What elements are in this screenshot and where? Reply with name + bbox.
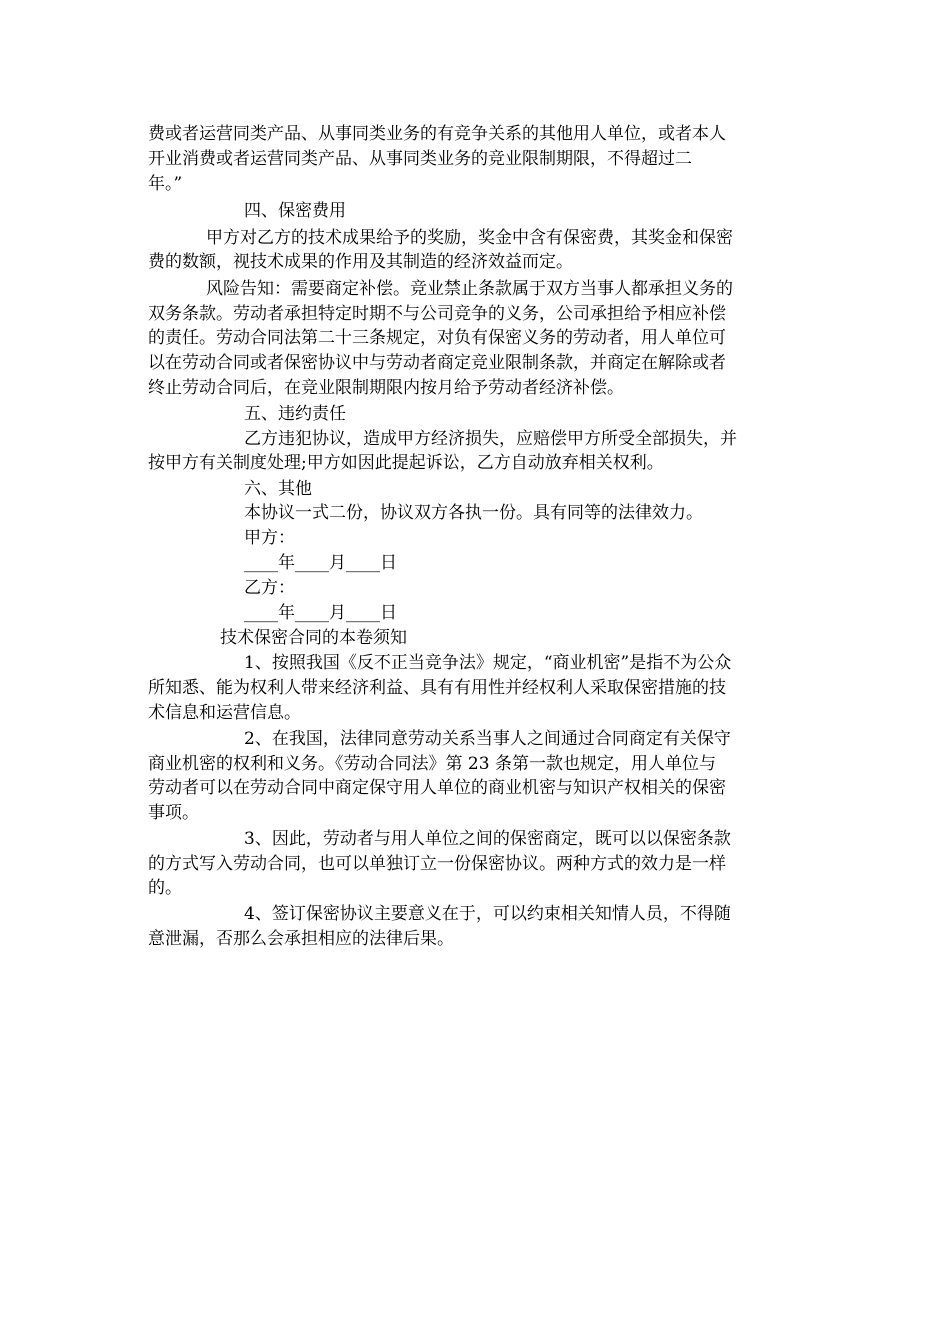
- party-b-date-blank: ____年____月____日: [244, 603, 397, 623]
- risk-notice-line: 风险告知：需要商定补偿。竞业禁止条款属于双方当事人都承担义务的: [206, 279, 733, 299]
- body-text-line: 年。”: [148, 174, 183, 194]
- body-text-line: 终止劳动合同后，在竞业限制期限内按月给予劳动者经济补偿。: [148, 378, 624, 398]
- body-text-line: 按甲方有关制度处理;甲方如因此提起诉讼，乙方自动放弃相关权利。: [148, 453, 664, 473]
- body-text-line: 意泄漏，否那么会承担相应的法律后果。: [148, 929, 454, 949]
- body-text-line: 的方式写入劳动合同，也可以单独订立一份保密协议。两种方式的效力是一样: [148, 854, 726, 874]
- body-text-line: 本协议一式二份，协议双方各执一份。具有同等的法律效力。: [244, 503, 703, 523]
- body-text-line: 的。: [148, 878, 182, 898]
- notice-item-1-line: 1、按照我国《反不正当竞争法》规定，“商业机密”是指不为公众: [244, 653, 732, 673]
- notice-title: 技术保密合同的本卷须知: [220, 628, 407, 648]
- body-text-line: 乙方违犯协议，造成甲方经济损失，应赔偿甲方所受全部损失，并: [244, 429, 737, 449]
- party-a-date-blank: ____年____月____日: [244, 553, 397, 573]
- body-text-line: 费的数额，视技术成果的作用及其制造的经济效益而定。: [148, 252, 573, 272]
- body-text-line: 开业消费或者运营同类产品、从事同类业务的竞业限制期限，不得超过二: [148, 149, 692, 169]
- section-heading-liability: 五、违约责任: [244, 404, 346, 424]
- body-text-line: 以在劳动合同或者保密协议中与劳动者商定竞业限制条款，并商定在解除或者: [148, 353, 726, 373]
- notice-item-3-line: 3、因此，劳动者与用人单位之间的保密商定，既可以以保密条款: [244, 829, 731, 849]
- body-text-line: 事项。: [148, 803, 199, 823]
- body-text-line: 甲方对乙方的技术成果给予的奖励，奖金中含有保密费，其奖金和保密: [206, 228, 733, 248]
- body-text-line: 术信息和运营信息。: [148, 703, 301, 723]
- section-heading-other: 六、其他: [244, 479, 312, 499]
- party-a-label: 甲方：: [244, 528, 295, 548]
- party-b-label: 乙方：: [244, 578, 295, 598]
- body-text-line: 所知悉、能为权利人带来经济利益、具有有用性并经权利人采取保密措施的技: [148, 678, 726, 698]
- body-text-line: 商业机密的权利和义务。《劳动合同法》第 23 条第一款也规定，用人单位与: [148, 754, 716, 774]
- body-text-line: 劳动者可以在劳动合同中商定保守用人单位的商业机密与知识产权相关的保密: [148, 778, 726, 798]
- section-heading-confidentiality-fee: 四、保密费用: [244, 201, 346, 221]
- notice-item-4-line: 4、签订保密协议主要意义在于，可以约束相关知情人员，不得随: [244, 904, 731, 924]
- body-text-line: 费或者运营同类产品、从事同类业务的有竞争关系的其他用人单位，或者本人: [148, 124, 726, 144]
- body-text-line: 的责任。劳动合同法第二十三条规定，对负有保密义务的劳动者，用人单位可: [148, 328, 726, 348]
- body-text-line: 双务条款。劳动者承担特定时期不与公司竞争的义务，公司承担给予相应补偿: [148, 304, 726, 324]
- notice-item-2-line: 2、在我国，法律同意劳动关系当事人之间通过合同商定有关保守: [244, 729, 731, 749]
